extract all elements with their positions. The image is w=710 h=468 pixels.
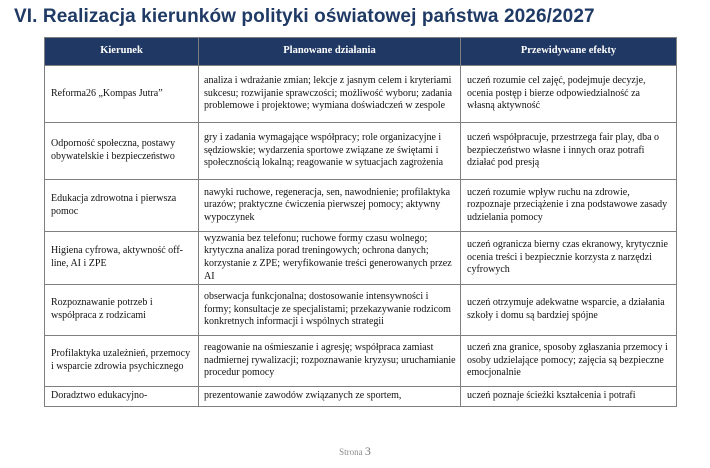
- header-przewidywane-efekty: Przewidywane efekty: [461, 38, 677, 66]
- cell-efekty: uczeń rozumie cel zajęć, podejmuje decyzje, ocenia postęp i bierze odpowiedzialność za własną aktywność: [461, 66, 677, 123]
- cell-kierunek: Edukacja zdrowotna i pierwsza pomoc: [45, 180, 199, 232]
- page-label: Strona: [339, 447, 363, 457]
- table-row: [45, 336, 677, 387]
- cell-efekty: uczeń rozumie wpływ ruchu na zdrowie, rozpoznaje przeciążenie i zna podstawowe zasady udzielania pomocy: [461, 180, 677, 232]
- cell-dzialania: wyzwania bez telefonu; ruchowe formy czasu wolnego; krytyczna analiza porad treningowych; ochrona danych; korzystanie z ZPE; weryfikowanie treści generowanych przez AI: [199, 232, 461, 285]
- cell-efekty: uczeń ogranicza bierny czas ekranowy, krytycznie ocenia treści i bezpiecznie korzysta z narzędzi cyfrowych: [461, 232, 677, 285]
- cell-kierunek: Doradztwo edukacyjno-: [45, 387, 199, 407]
- cell-efekty: uczeń zna granice, sposoby zgłaszania przemocy i osoby udzielające pomocy; zajęcia są bezpieczne emocjonalnie: [461, 336, 677, 387]
- header-planowane-dzialania: Planowane działania: [199, 38, 461, 66]
- header-kierunek: Kierunek: [45, 38, 199, 66]
- table-row: [45, 232, 677, 285]
- cell-kierunek: Reforma26 „Kompas Jutra”: [45, 66, 199, 123]
- table-row: [45, 285, 677, 336]
- cell-dzialania: analiza i wdrażanie zmian; lekcje z jasnym celem i kryteriami sukcesu; rozwijanie sprawczości; możliwość wyboru; zadania problemowe i projektowe; wymiana doświadczeń w zespole: [199, 66, 461, 123]
- table-row: [45, 66, 677, 123]
- cell-dzialania: reagowanie na ośmieszanie i agresję; współpraca zamiast nadmiernej rywalizacji; rozpoznawanie kryzysu; uruchamianie procedur pomocy: [199, 336, 461, 387]
- table-row: [45, 180, 677, 232]
- cell-efekty: uczeń współpracuje, przestrzega fair play, dba o bezpieczeństwo własne i innych oraz potrafi działać pod presją: [461, 123, 677, 180]
- cell-dzialania: nawyki ruchowe, regeneracja, sen, nawodnienie; profilaktyka urazów; praktyczne ćwiczenia pierwszej pomocy; aktywny wypoczynek: [199, 180, 461, 232]
- page-footer: [0, 444, 710, 459]
- cell-efekty: uczeń otrzymuje adekwatne wsparcie, a działania szkoły i domu są bardziej spójne: [461, 285, 677, 336]
- directions-table: [44, 37, 677, 407]
- table-header-row: [45, 38, 677, 66]
- section-heading: VI. Realizacja kierunków polityki oświatowej państwa 2026/2027: [14, 6, 595, 27]
- page-number: 3: [364, 444, 371, 458]
- cell-dzialania: prezentowanie zawodów związanych ze sportem,: [199, 387, 461, 407]
- cell-kierunek: Profilaktyka uzależnień, przemocy i wsparcie zdrowia psychicznego: [45, 336, 199, 387]
- cell-dzialania: gry i zadania wymagające współpracy; role organizacyjne i sędziowskie; wydarzenia sportowe związane ze świętami i społecznością lokalną; reagowanie w sytuacjach zagrożenia: [199, 123, 461, 180]
- table-row: [45, 387, 677, 407]
- cell-kierunek: Higiena cyfrowa, aktywność off-line, AI i ZPE: [45, 232, 199, 285]
- cell-kierunek: Odporność społeczna, postawy obywatelskie i bezpieczeństwo: [45, 123, 199, 180]
- table-row: [45, 123, 677, 180]
- cell-kierunek: Rozpoznawanie potrzeb i współpraca z rodzicami: [45, 285, 199, 336]
- cell-dzialania: obserwacja funkcjonalna; dostosowanie intensywności i formy; konsultacje ze specjalistami; przekazywanie rodzicom konkretnych informacji i wspólnych strategii: [199, 285, 461, 336]
- cell-efekty: uczeń poznaje ścieżki kształcenia i potrafi: [461, 387, 677, 407]
